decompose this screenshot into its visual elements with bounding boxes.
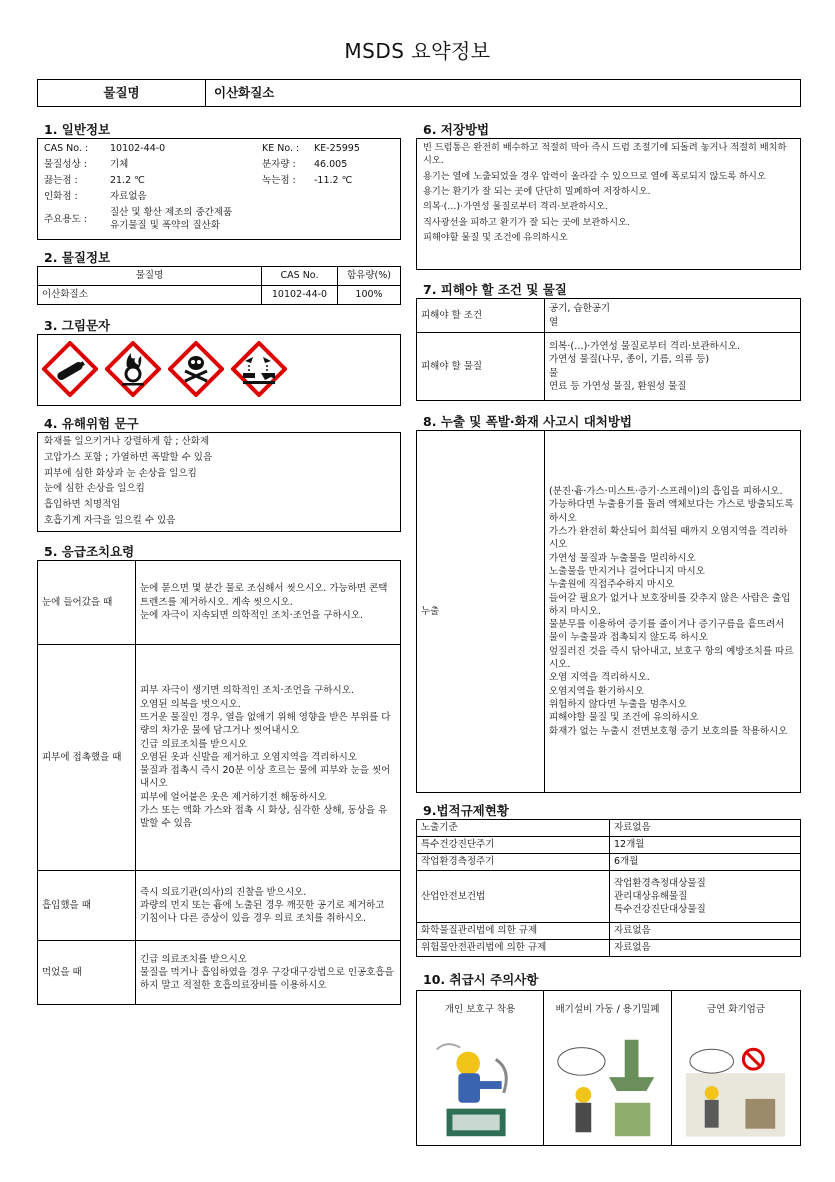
exhaust-column — [544, 990, 672, 1146]
cas-value: 10102-44-0 — [110, 142, 166, 154]
reg-value: 6개월 — [610, 854, 801, 871]
flash-value: 자료없음 — [110, 190, 147, 202]
storage-line: 피해야할 물질 및 조건에 유의하시오 — [423, 232, 568, 244]
col-name: 물질명 — [38, 267, 262, 286]
bp-label: 끓는점 : — [44, 174, 78, 186]
leak-text: (분진·흄·가스·미스트·증기·스프레이)의 흡입을 피하시오. 가능하다면 누출용기를 돌려 액체보다는 가스로 방출되도록 하시오 가스가 완전히 확산되어 희석될 때까지 오염지역을 격리하시오 가연성 물질과 누출물을 멀리하시오 노출물을 만지거나 걸어다니지 마시오 누출원에 직접주수하지 마시오 들어갈 필요가 없거나 보호장비를 갖추지 않은 사람은 출입하지 마시오. 물분무를 이용하여 증기를 줄이거나 증기구름을 흩뜨려서 물이 누출물과 접촉되지 않도록 하시오 엎질러진 것을 즉시 닦아내고, 보호구 항의 예방조치를 따르시오. 오염 지역을 격리하시오. 오염지역을 환기하시오 위험하지 않다면 누출을 멈추시오 피해야할 물질 및 조건에 유의하시오 화재가 없는 누출시 전면보호형 증기 보호의를 착용하시오 — [545, 431, 801, 793]
flash-label: 인화점 : — [44, 190, 78, 202]
substance-label: 물질명 — [38, 80, 206, 106]
eye-text: 눈에 묻으면 몇 분간 물로 조심해서 씻으시오. 가능하면 콘택트렌즈를 제거하시오. 계속 씻으시오. 눈에 자극이 지속되면 의학적인 조치·조언을 구하시오. — [136, 561, 401, 645]
substance-bar — [37, 79, 801, 107]
storage-line: 의복·(…)·가연성 물질로부터 격리·보관하시오. — [423, 201, 608, 213]
ke-label: KE No. : — [262, 142, 300, 154]
storage-line: 용기는 열에 노출되었을 경우 압력이 올라갈 수 있으므로 열에 폭로되지 않도록 하시오 — [423, 170, 766, 182]
mat-label: 피해야 할 물질 — [417, 333, 545, 401]
reg-key: 노출기준 — [417, 820, 610, 837]
cas-label: CAS No. : — [44, 142, 89, 154]
first-aid-table — [37, 560, 401, 1005]
eye-label: 눈에 들어갔을 때 — [38, 561, 136, 645]
exhaust-hood-icon — [544, 1029, 670, 1145]
reg-value: 자료없음 — [610, 923, 801, 940]
cell-cas: 10102-44-0 — [262, 286, 338, 305]
handling-panel — [416, 990, 801, 1146]
mp-label: 녹는점 : — [262, 174, 296, 186]
use-line-2: 유기물질 및 폭약의 질산화 — [110, 220, 221, 231]
storage-line: 빈 드럼통은 완전히 배수하고 적절히 막아 즉시 드럼 조절기에 되돌려 놓거나 적절히 배치하시오. — [423, 142, 787, 167]
section-5-heading: 5. 응급조치요령 — [44, 544, 135, 559]
flame-over-circle-icon — [105, 341, 161, 397]
col-pct: 함유량(%) — [338, 267, 401, 286]
regulation-table — [416, 819, 801, 957]
hazard-line: 흡입하면 치명적임 — [44, 499, 121, 511]
hazard-statements — [37, 432, 401, 532]
hazard-line: 피부에 심한 화상과 눈 손상을 일으킴 — [44, 467, 197, 479]
avoid-table — [416, 298, 801, 401]
corrosion-icon — [231, 341, 287, 397]
section-6-heading: 6. 저장방법 — [423, 122, 490, 137]
reg-value: 자료없음 — [610, 820, 801, 837]
substance-value: 이산화질소 — [214, 84, 275, 100]
hazard-line: 화재를 일으키거나 강렬하게 함 ; 산화제 — [44, 436, 210, 447]
hazard-line: 호흡기계 자극을 일으킬 수 있음 — [44, 514, 176, 526]
section-3-heading: 3. 그림문자 — [44, 318, 111, 333]
no-fire-icon — [672, 1029, 799, 1145]
skin-label: 피부에 접촉했을 때 — [38, 645, 136, 871]
inhale-label: 흡입했을 때 — [38, 871, 136, 941]
leak-table — [416, 430, 801, 793]
no-smoking-label: 금연 화기엄금 — [706, 1003, 766, 1015]
reg-key: 위험물안전관리법에 의한 규제 — [417, 940, 610, 957]
hazard-line: 눈에 심한 손상을 일으킴 — [44, 483, 145, 495]
section-2-heading: 2. 물질정보 — [44, 250, 111, 265]
storage-box — [416, 138, 801, 270]
skull-crossbones-icon — [168, 341, 224, 397]
mp-value: -11.2 ℃ — [314, 174, 353, 186]
worker-ppe-icon — [417, 1029, 543, 1145]
exhaust-label: 배기설비 가동 / 용기밀폐 — [555, 1003, 660, 1015]
use-label: 주요용도 : — [44, 213, 87, 225]
leak-label: 누출 — [417, 431, 545, 793]
ingest-label: 먹었을 때 — [38, 941, 136, 1005]
col-cas: CAS No. — [262, 267, 338, 286]
ppe-label: 개인 보호구 착용 — [444, 1003, 516, 1015]
skin-text: 피부 자극이 생기면 의학적인 조치·조언을 구하시오. 오염된 의복을 벗으시오. 뜨거운 물질인 경우, 열을 없애기 위해 영향을 받은 부위를 다량의 차가운 물에 담그거나 씻어내시오 긴급 의료조치를 받으시오 오염된 옷과 신발을 제거하고 오염지역을 격리하시오 물질과 접촉시 즉시 20분 이상 흐르는 물에 피부와 눈을 씻어내시오 피부에 얼어붙은 옷은 제거하기전 해동하시오 가스 또는 액화 가스와 접촉 시 화상, 심각한 상해, 동상을 유발할 수 있음 — [136, 645, 401, 871]
cell-name: 이산화질소 — [38, 286, 262, 305]
storage-line: 직사광선을 피하고 환기가 잘 되는 곳에 보관하시오. — [423, 216, 630, 228]
section-9-heading: 9.법적규제현황 — [423, 803, 509, 818]
reg-key: 산업안전보건법 — [417, 871, 610, 923]
inhale-text: 즉시 의료기관(의사)의 진찰을 받으시오. 과량의 먼지 또는 흄에 노출된 경우 깨끗한 공기로 제거하고 기침이나 다른 증상이 있을 경우 의료 조치를 취하시오. — [136, 871, 401, 941]
storage-line: 용기는 환기가 잘 되는 곳에 단단히 밀폐하여 저장하시오. — [423, 186, 651, 198]
section-8-heading: 8. 누출 및 폭발·화재 사고시 대처방법 — [423, 414, 633, 429]
ke-value: KE-25995 — [314, 142, 360, 154]
no-smoking-column — [672, 990, 801, 1146]
mw-value: 46.005 — [314, 158, 348, 170]
ppe-column — [416, 990, 544, 1146]
bp-value: 21.2 ℃ — [110, 174, 145, 186]
substance-table — [37, 266, 401, 305]
reg-key: 화학물질관리법에 의한 규제 — [417, 923, 610, 940]
reg-key: 작업환경측정주기 — [417, 854, 610, 871]
reg-value: 작업환경측정대상물질 관리대상유해물질 특수건강진단대상물질 — [610, 871, 801, 923]
mat-text: 의복·(…)·가연성 물질로부터 격리·보관하시오. 가연성 물질(나무, 종이, 기름, 의류 등) 물 연료 등 가연성 물질, 환원성 물질 — [545, 333, 801, 401]
reg-value: 자료없음 — [610, 940, 801, 957]
hazard-line: 고압가스 포함 ; 가열하면 폭발할 수 있음 — [44, 451, 213, 463]
section-1-heading: 1. 일반정보 — [44, 122, 111, 137]
section-7-heading: 7. 피해야 할 조건 및 물질 — [423, 282, 567, 297]
reg-value: 12개월 — [610, 837, 801, 854]
ingest-text: 긴급 의료조치를 받으시오 물질을 먹거나 흡입하였을 경우 구강대구강법으로 인공호흡을 하지 말고 적절한 호흡의료장비를 이용하시오 — [136, 941, 401, 1005]
cell-pct: 100% — [338, 286, 401, 305]
section-10-heading: 10. 취급시 주의사항 — [423, 972, 539, 987]
mw-label: 분자량 : — [262, 158, 296, 170]
pictogram-box — [37, 334, 401, 406]
use-line-1: 질산 및 황산 제조의 중간제품 — [110, 207, 233, 219]
cond-text: 공기, 습한공기 열 — [545, 299, 801, 333]
reg-key: 특수건강진단주기 — [417, 837, 610, 854]
page-title: MSDS 요약정보 — [344, 39, 491, 63]
state-label: 물질성상 : — [44, 158, 87, 170]
gas-cylinder-icon — [42, 341, 98, 397]
general-info — [37, 138, 401, 240]
section-4-heading: 4. 유해위험 문구 — [44, 416, 139, 431]
cond-label: 피해야 할 조건 — [417, 299, 545, 333]
state-value: 기체 — [110, 158, 129, 170]
